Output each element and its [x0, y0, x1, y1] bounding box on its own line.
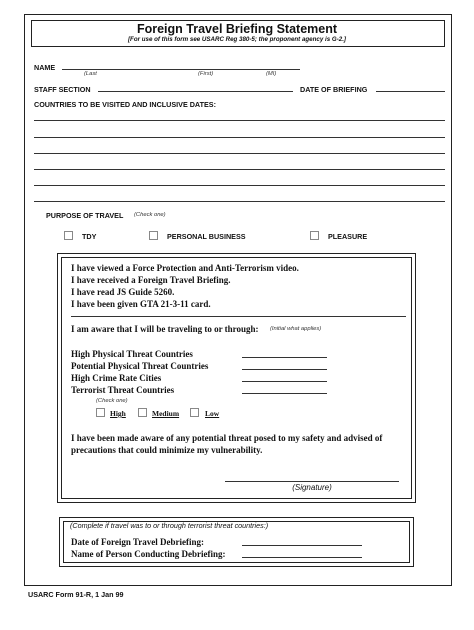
statement-briefing: I have received a Foreign Travel Briefing. — [71, 275, 231, 285]
level-low-checkbox[interactable] — [190, 408, 199, 417]
purpose-tdy-checkbox[interactable] — [64, 231, 73, 240]
level-medium-checkbox[interactable] — [138, 408, 147, 417]
debrief-date-label: Date of Foreign Travel Debriefing: — [71, 537, 204, 547]
form-number: USARC Form 91-R, 1 Jan 99 — [28, 590, 124, 599]
level-high-label: High — [110, 409, 126, 418]
name-mi-hint: (MI) — [266, 71, 277, 77]
awareness-statement: I have been made aware of any potential threat posed to my safety and advised of precautions that could minimize my vulnerability. — [71, 433, 383, 455]
threat-high-physical-initial[interactable] — [242, 357, 327, 358]
purpose-pleasure-checkbox[interactable] — [310, 231, 319, 240]
aware-hint: (Initial what applies) — [270, 326, 322, 332]
signature-line[interactable] — [225, 481, 399, 482]
signature-label: (Signature) — [292, 483, 332, 492]
section-divider — [71, 316, 406, 317]
countries-line-6[interactable] — [34, 201, 445, 202]
level-medium-label: Medium — [152, 409, 180, 418]
debrief-note: (Complete if travel was to or through terrorist threat countries:) — [70, 521, 269, 530]
name-first-hint: (First) — [198, 71, 214, 77]
name-label: NAME — [34, 63, 56, 72]
countries-line-2[interactable] — [34, 137, 445, 138]
level-hint: (Check one) — [96, 398, 128, 404]
debrief-person-label: Name of Person Conducting Debriefing: — [71, 549, 226, 559]
countries-line-1[interactable] — [34, 120, 445, 121]
purpose-tdy-label: TDY — [82, 232, 97, 241]
statement-video: I have viewed a Force Protection and Anti-Terrorism video. — [71, 263, 299, 273]
threat-high-physical: High Physical Threat Countries — [71, 349, 193, 359]
threat-high-crime: High Crime Rate Cities — [71, 373, 162, 383]
debrief-person-field[interactable] — [242, 557, 362, 558]
threat-potential-physical: Potential Physical Threat Countries — [71, 361, 209, 371]
form-title: Foreign Travel Briefing Statement — [136, 22, 338, 36]
debrief-date-field[interactable] — [242, 545, 362, 546]
date-of-briefing-field[interactable] — [376, 91, 445, 92]
countries-line-4[interactable] — [34, 169, 445, 170]
name-last-hint: (Last — [84, 71, 97, 77]
statement-gta-card: I have been given GTA 21-3-11 card. — [71, 299, 211, 309]
threat-high-crime-initial[interactable] — [242, 381, 327, 382]
level-high-checkbox[interactable] — [96, 408, 105, 417]
aware-label: I am aware that I will be traveling to or through: — [71, 324, 259, 334]
name-field[interactable] — [62, 69, 300, 70]
purpose-hint: (Check one) — [134, 212, 166, 218]
threat-terrorist-initial[interactable] — [242, 393, 327, 394]
threat-potential-physical-initial[interactable] — [242, 369, 327, 370]
threat-terrorist: Terrorist Threat Countries — [71, 385, 175, 395]
countries-label: COUNTRIES TO BE VISITED AND INCLUSIVE DATES: — [34, 100, 216, 109]
purpose-label: PURPOSE OF TRAVEL — [46, 211, 124, 220]
date-of-briefing-label: DATE OF BRIEFING — [300, 85, 368, 94]
level-low-label: Low — [205, 409, 220, 418]
form-subtitle: [For use of this form see USARC Reg 380-5; the proponent agency is G-2.] — [128, 36, 346, 43]
statement-js-guide: I have read JS Guide 5260. — [71, 287, 175, 297]
staff-section-field[interactable] — [98, 91, 293, 92]
purpose-personal-business-label: PERSONAL BUSINESS — [167, 232, 246, 241]
purpose-pleasure-label: PLEASURE — [328, 232, 368, 241]
purpose-personal-business-checkbox[interactable] — [149, 231, 158, 240]
staff-section-label: STAFF SECTION — [34, 85, 91, 94]
countries-line-3[interactable] — [34, 153, 445, 154]
countries-line-5[interactable] — [34, 185, 445, 186]
